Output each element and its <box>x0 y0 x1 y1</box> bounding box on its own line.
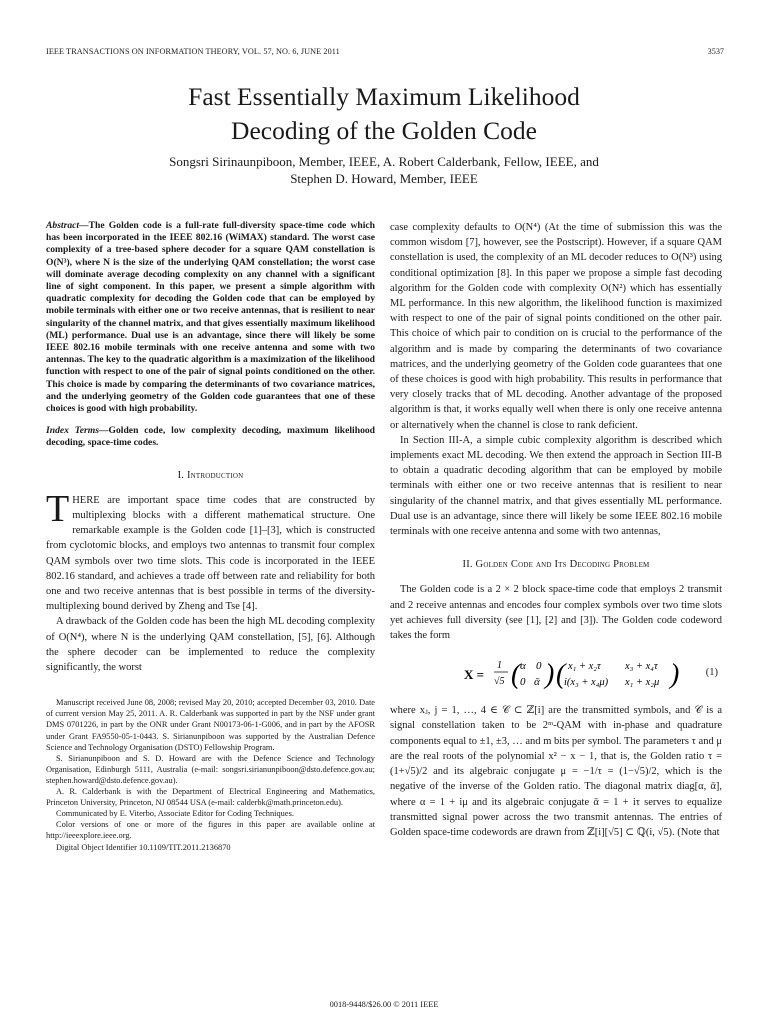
abstract-text: The Golden code is a full-rate full-diversity space-time code which has been incorporated in the IEEE 802.16 (WiMAX) standard. The worst case complexity of a tree-based sphere decoder for a square QAM constellation is O(N³), where N is the size of the underlying QAM constellation; the worst case will dominate average decoding complexity on any channel with a significant line of sight component. In this paper, we present a simple algorithm with quadratic complexity for decoding the Golden code that can be employed by mobile terminals with either one or two receive antennas, that is resilient to near singularity of the channel matrix, and that gives essentially maximum likelihood (ML) performance. Dual use is an advantage, since there will likely be some IEEE 802.16 mobile terminals with one receive antenna and some with two antennas. The key to the quadratic algorithm is a maximization of the likelihood function with respect to one of the pair of signal points conditioned on the other. This choice is made by comparing the determinants of two covariance matrices, and the underlying geometry of the Golden code guarantees that one of these choices is good with high probability. <box>46 220 375 415</box>
abstract-lead: Abstract— <box>46 220 89 231</box>
footnote: Manuscript received June 08, 2008; revised May 20, 2010; accepted December 03, 2010. Date of current version May 25, 2011. A. R. Calderbank was supported in part by the NSF under grant DMS 0701226, in part by the ONR under Grant N00173-06-1-G006, and in part by the AFOSR under Grant FA9550-05-1-0443. S. Sirianunpiboon was supported by the Australian Defence Science and Technology Organisation (DSTO) Fellowship Program. <box>46 698 375 752</box>
footnote: Color versions of one or more of the figures in this paper are available online at http://ieeexplore.ieee.org. <box>46 820 375 841</box>
eq-entry: x₃ + x₄τ <box>625 661 658 673</box>
body-paragraph: The Golden code is a 2 × 2 block space-time code that employs 2 transmit and 2 receive antennas and encodes four complex symbols over two time slots yet achieves full diversity (see [1], [2] and [3]). The Golden code codeword takes the form <box>390 584 722 642</box>
eq-fraction-numerator: 1 <box>497 660 502 672</box>
footnote: Digital Object Identifier 10.1109/TIT.2011.2136870 <box>56 842 231 852</box>
footnote: A. R. Calderbank is with the Department of Electrical Engineering and Mathematics, Princeton University, Princeton, NJ 08544 USA (e-mail: calderbk@math.princeton.edu). <box>46 787 375 808</box>
index-terms <box>46 425 375 449</box>
equation-number: (1) <box>705 667 718 679</box>
footnote: Communicated by E. Viterbo, Associate Editor for Coding Techniques. <box>56 809 294 819</box>
left-column <box>46 220 375 853</box>
title-line-1: Fast Essentially Maximum Likelihood <box>188 82 580 111</box>
abstract <box>46 220 375 415</box>
title-line-2: Decoding of the Golden Code <box>231 116 537 145</box>
footnote: S. Sirianunpiboon and S. D. Howard are with the Defence Science and Technology Organisation, Edinburgh 5111, Australia (e-mail: songsri.sirianunpiboon@dsto.defence.gov.au; stephen.howard@dsto.defence.gov.au). <box>46 753 375 785</box>
equation-1 <box>390 649 722 697</box>
authors-line-2: Stephen D. Howard, Member, IEEE <box>290 171 478 186</box>
eq-paren: ) <box>670 659 680 691</box>
intro-paragraph-1-text: HERE are important space time codes that are constructed by multiplexing blocks with a different mathematical structure. One remarkable example is the Golden code [1]–[3], which is constructed from cyclotomic blocks, and employs two antennas to transmit four complex QAM symbols over two time slots. This code is incorporated in the IEEE 802.16 standard, and achieves a trade off between rate and reliability for both one and two receive antennas that is best possible in terms of the diversity-multiplexing bound derived by Zheng and Tse [4]. <box>46 494 375 613</box>
authors <box>0 153 768 187</box>
drop-cap: T <box>46 487 70 530</box>
eq-entry: x₁ + x₂τ <box>568 661 601 673</box>
body-paragraph: where xⱼ, j = 1, …, 4 ∈ 𝒞 ⊂ ℤ[i] are the transmitted symbols, and 𝒞 is a signal constellation taken to be 2ᵐ-QAM with in-phase and quadrature components equal to ±1, ±3, … and m bits per symbol. The parameters τ and μ are the real roots of the polynomial x² − x − 1, that is, the Golden ratio τ = (1+√5)/2 and its algebraic conjugate μ = −1/τ = (1−√5)/2, which is the negative of the inverse of the Golden ratio. The diagonal matrix diag[α, ᾱ], where α = 1 + iμ and its algebraic conjugate ᾱ = 1 + iτ serves to equalize transmitted signal power across the two transmit antennas. The entries of Golden space-time codewords are drawn from ℤ[i][√5] ⊂ ℚ(i, √5). (Note that <box>390 705 722 838</box>
index-terms-lead: Index Terms— <box>46 425 109 437</box>
body-paragraph: case complexity defaults to O(N⁴) (At the time of submission this was the common wisdom [7], however, see the Postscript). However, if a square QAM constellation is used, the complexity of an ML decoder reduces to O(N³) using conditional optimization [8]. In this paper we propose a simple fast decoding algorithm for the Golden code with complexity O(N²) which has essentially ML performance. In this new algorithm, the likelihood function is maximized with respect to one of the pair of signal points conditioned on the other pair. This choice of which pair to condition on is crucial to the performance of the algorithm and is made by comparing the determinants of two covariance matrices, and the underlying geometry of the Golden code guarantees that one of these choices is good with high probability. This results in performance that very closely tracks that of ML decoding. Another advantage of the proposed algorithm is that, it works equally well when there is only one receive antenna or alternatively when the channel is close to rank deficient. <box>390 222 722 431</box>
section-heading-introduction: I. Introduction <box>177 469 244 481</box>
right-column <box>390 220 722 840</box>
eq-entry: ᾱ <box>534 676 540 689</box>
eq-entry: 0 <box>536 660 542 673</box>
body-paragraph: In Section III-A, a simple cubic complexity algorithm is described which implements exact ML decoding. We then extend the approach in Section III-B to obtain a quadratic decoding algorithm that can be employed by mobile terminals with either one or two receive antennas that is resilient to near singularity of the channel matrix, and that gives essentially ML performance. Dual use is an advantage, since there will likely be some IEEE 802.16 mobile terminals with one receive antenna and some with two antennas, <box>390 434 722 538</box>
eq-paren: ) <box>545 659 555 691</box>
index-terms-text: Golden code, low complexity decoding, maximum likelihood decoding, space-time codes. <box>46 425 375 449</box>
eq-entry: x₁ + x₂μ <box>625 677 660 689</box>
copyright-footer: 0018-9448/$26.00 © 2011 IEEE <box>329 1000 439 1009</box>
eq-paren: ( <box>556 659 566 691</box>
eq-paren: ( <box>511 659 521 691</box>
eq-entry: 0 <box>520 676 526 689</box>
running-header: IEEE TRANSACTIONS ON INFORMATION THEORY, VOL. 57, NO. 6, JUNE 2011 <box>46 47 340 56</box>
intro-paragraph-1 <box>46 487 375 615</box>
section-heading-golden-code: II. Golden Code and Its Decoding Problem <box>462 559 650 571</box>
eq-entry: α <box>520 660 526 673</box>
golden-code-matrix-equation <box>464 653 704 697</box>
page-number: 3537 <box>707 47 724 56</box>
intro-paragraph-2: A drawback of the Golden code has been the high ML decoding complexity of O(N⁴), where N is the underlying QAM constellation, [5], [6]. Although the sphere decoder can be implemented to reduce the complexity significantly, the worst <box>46 616 375 674</box>
footnotes <box>46 697 375 852</box>
equation-lhs: X = <box>464 667 485 683</box>
authors-line-1: Songsri Sirinaunpiboon, Member, IEEE, A. Robert Calderbank, Fellow, IEEE, and <box>169 154 599 169</box>
paper-title <box>0 80 768 148</box>
eq-entry: i(x₃ + x₄μ) <box>564 677 609 689</box>
eq-fraction-denominator: √5 <box>494 676 505 688</box>
